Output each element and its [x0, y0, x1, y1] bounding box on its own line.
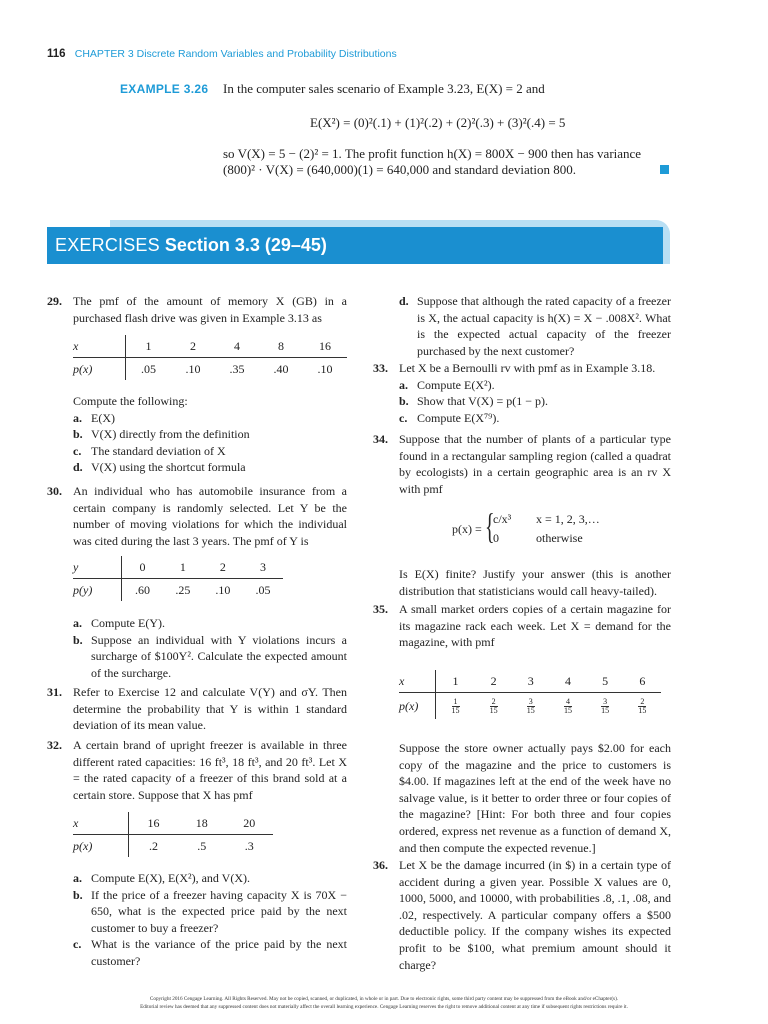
part-c [73, 443, 347, 460]
table-p-label: p(x) [399, 693, 436, 720]
part-label: b. [73, 632, 83, 647]
exercise-32-part-d [399, 293, 671, 359]
exercise-31 [47, 684, 347, 734]
part-text: E(X) [91, 410, 115, 425]
numerator: 1 [453, 696, 458, 706]
compute-prompt: Compute the following: [73, 394, 188, 408]
part-text: What is the variance of the price paid by the next customer? [91, 937, 347, 968]
case-1-condition: x = 1, 2, 3,… [536, 512, 600, 526]
table-x-label: y [73, 556, 122, 579]
copyright-footer [30, 996, 738, 1011]
exercise-34-question: Is E(X) finite? Justify your answer (this is another distribution that statisticians would call heavy-tailed). [399, 567, 671, 598]
exercise-number: 35. [373, 602, 388, 616]
exercise-number: 31. [47, 685, 62, 699]
part-text: The standard deviation of X [91, 443, 226, 458]
part-label: c. [73, 443, 82, 458]
end-of-example-square [660, 165, 669, 174]
pmf-table-30 [73, 556, 283, 601]
pmf-table-29 [73, 335, 347, 380]
part-d [73, 459, 347, 476]
footer-line-2: Editorial review has deemed that any suppressed content does not materially affect the overall learning experience. Cengage Learning reserves the right to remove additional content at any time if subsequent rights restrictions require it. [140, 1003, 628, 1010]
part-label: d. [399, 294, 409, 308]
exercise-number: 36. [373, 858, 388, 872]
table-cell: 3 [512, 670, 549, 693]
table-cell: .40 [273, 361, 289, 376]
exercise-number: 34. [373, 432, 388, 446]
table-cell [549, 693, 586, 720]
part-label: d. [73, 460, 83, 475]
part-label: c. [73, 937, 82, 952]
part-label: a. [73, 410, 82, 425]
table-cell: 8 [259, 335, 303, 358]
table-cell: 1 [126, 335, 171, 358]
table-cell: 1 [436, 670, 476, 693]
table-cell: 2 [203, 556, 243, 579]
part-text: V(X) using the shortcut formula [91, 460, 246, 475]
exercise-32-parts [73, 870, 347, 970]
table-cell: .35 [229, 361, 245, 376]
part-a [73, 615, 347, 632]
part-label: a. [73, 616, 82, 630]
exercise-30 [47, 483, 347, 549]
exercise-29 [47, 293, 347, 326]
exercise-text: Let X be the damage incurred (in $) in a certain type of accident during a given year. Possible X values are 0, 1000, 5000, and 10000, with probabilities .8, .1, .08, and .02, respectively. A particular company offers a $500 deductible policy. If the company wishes its expected profit to be $100, what premium amount should it charge? [399, 858, 671, 972]
denominator: 15 [526, 705, 535, 715]
pmf-table-32 [73, 812, 273, 857]
part-c [73, 936, 347, 969]
pmf-lhs: p(x) = [452, 522, 482, 536]
exercise-text: An individual who has automobile insurance from a certain company is randomly selected. Let Y be the number of moving violations for which the individual was cited during the last 3 years. The pmf of Y is [73, 484, 347, 548]
denominator: 15 [638, 705, 647, 715]
part-label: b. [73, 887, 83, 902]
case-1-value: c/x³ [493, 512, 512, 526]
part-d [399, 293, 671, 359]
part-text: Show that V(X) = p(1 − p). [417, 394, 548, 409]
exercise-number: 32. [47, 738, 62, 752]
part-b [73, 887, 347, 937]
table-cell: 16 [129, 812, 178, 835]
table-cell: .05 [140, 361, 156, 376]
page-number: 116 [47, 48, 66, 60]
table-cell: 3 [243, 556, 283, 579]
fraction [527, 698, 535, 715]
table-cell: .60 [134, 582, 150, 597]
table-cell [624, 693, 661, 720]
example-label: EXAMPLE 3.26 [120, 82, 209, 96]
part-text: Compute E(X⁷⁹). [417, 410, 500, 425]
table-cell: 20 [225, 812, 273, 835]
table-cell [475, 693, 512, 720]
numerator: 3 [528, 696, 533, 706]
table-cell: .2 [148, 838, 158, 853]
table-cell: 16 [303, 335, 347, 358]
exercise-text: The pmf of the amount of memory X (GB) in a purchased flash drive was given in Example 3.13 as [73, 294, 347, 325]
denominator: 15 [489, 705, 498, 715]
part-label: a. [73, 871, 82, 885]
table-cell: 4 [549, 670, 586, 693]
part-label: b. [73, 427, 83, 442]
example-line3: (800)² · V(X) = (640,000)(1) = 640,000 and standard deviation 800. [223, 162, 576, 177]
exercise-number: 30. [47, 484, 62, 498]
table-p-label: p(x) [73, 835, 129, 858]
table-cell: 2 [171, 335, 215, 358]
numerator: 2 [491, 696, 496, 706]
left-brace: { [485, 506, 495, 546]
table-cell: 4 [215, 335, 259, 358]
table-cell: .5 [197, 838, 207, 853]
exercise-number: 33. [373, 361, 388, 375]
exercise-30-parts [73, 615, 347, 681]
table-cell [512, 693, 549, 720]
table-p-label: p(y) [73, 579, 122, 602]
numerator: 3 [603, 696, 608, 706]
example-equation: E(X²) = (0)²(.1) + (1)²(.2) + (2)²(.3) + (3)²(.4) = 5 [310, 115, 566, 130]
exercise-35-question: Suppose the store owner actually pays $2.00 for each copy of the magazine and the price to customers is $4.00. If magazines left at the end of the week have no salvage value, is it better to order three or four copies of the magazine? [Hint: For both three and four copies ordered, express net revenue as a function of demand X, and then compute the expected revenue.] [399, 741, 671, 855]
part-text: Compute E(Y). [91, 616, 165, 630]
pmf-table-35 [399, 670, 661, 719]
exercise-36 [373, 857, 671, 973]
table-cell: 0 [122, 556, 163, 579]
part-text: Compute E(X²). [417, 377, 495, 392]
footer-line-1: Copyright 2016 Cengage Learning. All Rights Reserved. May not be copied, scanned, or duplicated, in whole or in part. Due to electronic rights, some third party content may be suppressed from the eBook and/or eChapter(s). [149, 996, 619, 1002]
exercise-35 [373, 601, 671, 651]
exercise-text: Refer to Exercise 12 and calculate V(Y) and σY. Then determine the probability that Y is within 1 standard deviation of its mean value. [73, 685, 347, 733]
part-text: V(X) directly from the definition [91, 427, 250, 442]
table-cell: .10 [317, 361, 333, 376]
case-2-value: 0 [493, 531, 499, 545]
part-b [73, 426, 347, 443]
table-cell [587, 693, 624, 720]
section-title: Section 3.3 (29–45) [164, 235, 327, 255]
part-a [73, 870, 347, 887]
part-a [399, 377, 671, 394]
table-cell: .10 [185, 361, 201, 376]
exercise-text: Let X be a Bernoulli rv with pmf as in Example 3.18. [399, 361, 656, 375]
exercise-text: A certain brand of upright freezer is available in three different rated capacities: 16 ft³, 18 ft³, and 20 ft³. Let X = the rated capacity of a freezer of this brand sold at a certain store. Suppose that X has pmf [73, 738, 347, 802]
part-text: Compute E(X), E(X²), and V(X). [91, 871, 251, 885]
part-label: a. [399, 377, 408, 392]
table-cell: .05 [255, 582, 271, 597]
denominator: 15 [451, 705, 460, 715]
part-text: Suppose that although the rated capacity of a freezer is X, the actual capacity is h(X) = X − .008X². What is the expected actual capacity of the freezer purchased by the next customer? [417, 294, 671, 358]
example-line1: In the computer sales scenario of Example 3.23, E(X) = 2 and [223, 81, 545, 96]
denominator: 15 [563, 705, 572, 715]
exercise-text: A small market orders copies of a certain magazine for its magazine rack each week. Let X = demand for the magazine, with pmf [399, 602, 671, 650]
part-c [399, 410, 671, 427]
chapter-title: CHAPTER 3 Discrete Random Variables and Probability Distributions [74, 48, 397, 60]
table-cell: 18 [178, 812, 226, 835]
table-x-label: x [399, 670, 436, 693]
part-text: If the price of a freezer having capacity X is 70X − 650, what is the expected price paid by the next customer to buy a freezer? [91, 887, 347, 935]
table-cell: 6 [624, 670, 661, 693]
exercise-text: Suppose that the number of plants of a particular type found in a rectangular sampling region (called a quadrat by ecologists) in a certain geographic area is an rv X with pmf [399, 432, 671, 496]
table-cell: 2 [475, 670, 512, 693]
table-cell: .10 [215, 582, 231, 597]
page-header [47, 48, 397, 60]
exercise-number: 29. [47, 294, 62, 308]
case-2-condition: otherwise [536, 531, 583, 545]
part-label: c. [399, 410, 408, 425]
fraction [638, 698, 646, 715]
fraction [564, 698, 572, 715]
part-b [399, 393, 671, 410]
part-a [73, 410, 347, 427]
table-cell: 5 [587, 670, 624, 693]
part-text: Suppose an individual with Y violations incurs a surcharge of $100Y². Calculate the expected amount of the surcharge. [91, 632, 347, 680]
exercise-32 [47, 737, 347, 803]
numerator: 4 [565, 696, 570, 706]
part-label: b. [399, 394, 409, 409]
denominator: 15 [601, 705, 610, 715]
table-cell: .3 [244, 838, 254, 853]
exercise-29-parts [73, 393, 347, 476]
fraction [601, 698, 609, 715]
exercise-34 [373, 431, 671, 497]
fraction [490, 698, 498, 715]
table-x-label: x [73, 335, 126, 358]
example-line2: so V(X) = 5 − (2)² = 1. The profit function h(X) = 800X − 900 then has variance [223, 146, 642, 161]
table-p-label: p(x) [73, 358, 126, 381]
numerator: 2 [640, 696, 645, 706]
section-banner [47, 227, 663, 264]
table-x-label: x [73, 812, 129, 835]
section-prefix: EXERCISES [55, 235, 160, 255]
table-cell: 1 [163, 556, 203, 579]
table-cell [436, 693, 476, 720]
part-b [73, 632, 347, 682]
exercise-33 [373, 360, 671, 426]
table-cell: .25 [175, 582, 191, 597]
fraction [452, 698, 460, 715]
